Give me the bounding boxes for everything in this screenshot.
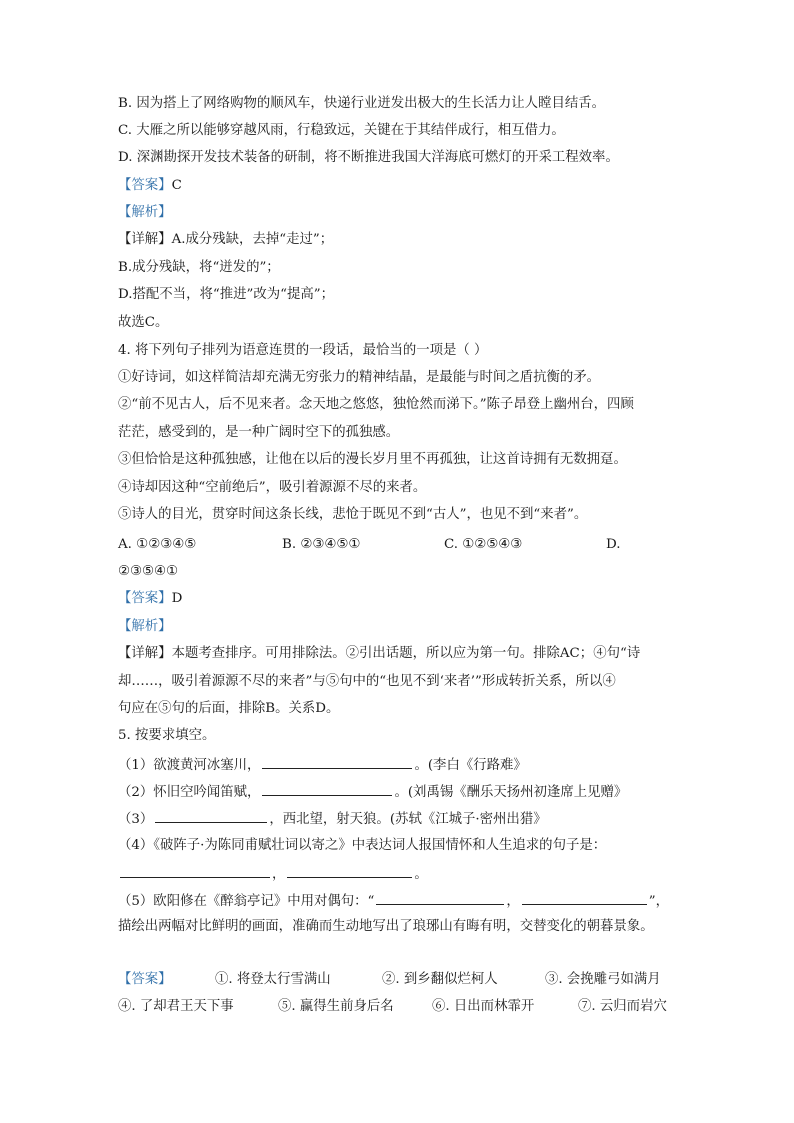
q4-analysis-tag: 【解析】: [118, 619, 172, 634]
q5-answer-3: ③. 会挽雕弓如满月: [545, 972, 661, 987]
q5-item-1: [118, 754, 527, 776]
item-source: ，西北望，射天狼。(苏轼《江城子·密州出猎》: [269, 812, 547, 827]
q4-sentence-2-line-2: 茫茫，感受到的，是一种广阔时空下的孤独感。: [118, 425, 400, 440]
q4-detail-line-3: 句应在⑤句的后面，排除B。关系D。: [118, 701, 340, 716]
item-text: （5）欧阳修在《醉翁亭记》中用对偶句：“: [118, 894, 375, 909]
q4-detail-line-1: [118, 644, 640, 664]
fill-blank[interactable]: [287, 863, 412, 878]
q5-answer-5: ⑤. 赢得生前身后名: [278, 999, 394, 1014]
q4-sentence-1: ①好诗词，如这样简洁却充满无穷张力的精神结晶，是最能与时间之盾抗衡的矛。: [118, 370, 601, 385]
item-text: （2）怀旧空吟闻笛赋，: [118, 785, 261, 800]
detail-tag: 【详解】: [118, 232, 172, 247]
q5-item-5: [118, 890, 669, 912]
q4-sentence-2-line-1: ②“前不见古人，后不见来者。念天地之悠悠，独怆然而涕下。”陈子昂登上幽州台，四顾: [118, 397, 634, 412]
q5-answer-7: ⑦. 云归而岩穴: [578, 999, 667, 1014]
separator: ，: [506, 894, 520, 909]
q3-detail-b: B.成分残缺，将“迸发的”；: [118, 260, 280, 275]
fill-blank[interactable]: [155, 808, 267, 823]
item-source: 。(刘禹锡《酬乐天扬州初逢席上见赠》: [394, 785, 628, 800]
q4-option-a: A. ①②③④⑤: [118, 537, 197, 552]
q4-option-d-value: ②③⑤④①: [118, 564, 179, 579]
item-text: （1）欲渡黄河冰塞川，: [118, 758, 261, 773]
q3-analysis-tag: 【解析】: [118, 205, 172, 220]
item-source: 。(李白《行路难》: [414, 758, 527, 773]
q5-item-2: [118, 781, 627, 803]
detail-text: A.成分残缺，去掉“走过”；: [171, 232, 334, 247]
q3-option-b: B. 因为搭上了网络购物的顺风车，快递行业迸发出极大的生长活力让人瞠目结舌。: [118, 96, 606, 111]
fill-blank[interactable]: [376, 890, 504, 905]
item-text: （3）: [118, 812, 154, 827]
q5-item-5-line-2: 描绘出两幅对比鲜明的画面，准确而生动地写出了琅琊山有晦有明，交替变化的朝暮景象。: [118, 919, 654, 934]
detail-tag: 【详解】: [118, 646, 172, 661]
q5-item-4-blanks: [118, 863, 428, 885]
q3-option-d: D. 深渊勘探开发技术装备的研制，将不断推进我国大洋海底可燃灯的开采工程效率。: [118, 150, 619, 165]
q3-option-c: C. 大雁之所以能够穿越风雨，行稳致远，关键在于其结伴成行，相互借力。: [118, 123, 565, 138]
q5-answer-tag: 【答案】: [118, 972, 172, 987]
answer-tag: 【答案】: [118, 591, 172, 606]
answer-value: C: [171, 178, 182, 193]
q5-answer-1: ①. 将登太行雪满山: [215, 972, 331, 987]
q4-option-c: C. ①②⑤④③: [444, 537, 523, 552]
fill-blank[interactable]: [120, 863, 270, 878]
q5-item-4: （4）《破阵子·为陈同甫赋壮词以寄之》中表达词人报国情怀和人生追求的句子是：: [118, 838, 607, 853]
fill-blank[interactable]: [262, 754, 412, 769]
detail-text: 本题考查排序。可用排除法。②引出话题，所以应为第一句。排除AC；④句“诗: [171, 646, 641, 661]
q5-answer-4: ④. 了却君王天下事: [118, 999, 234, 1014]
q5-item-3: [118, 808, 547, 830]
q3-answer: [118, 176, 182, 196]
terminator: 。: [414, 867, 428, 882]
q5-answer-6: ⑥. 日出而林霏开: [432, 999, 535, 1014]
q5-answer-2: ②. 到乡翻似烂柯人: [382, 972, 498, 987]
q5-stem: 5. 按要求填空。: [118, 728, 216, 743]
separator: ，: [272, 867, 286, 882]
q4-option-d: D.: [606, 537, 621, 552]
q3-detail-d: D.搭配不当，将“推进”改为“提高”；: [118, 287, 334, 302]
q3-conclusion: 故选C。: [118, 315, 169, 330]
answer-tag: 【答案】: [118, 178, 172, 193]
q3-detail-a: [118, 230, 333, 250]
answer-value: D: [171, 591, 183, 606]
q4-sentence-3: ③但恰恰是这种孤独感，让他在以后的漫长岁月里不再孤独，让这首诗拥有无数拥趸。: [118, 452, 627, 467]
q4-option-b: B. ②③④⑤①: [282, 537, 361, 552]
q4-detail-line-2: 却……，吸引着源源不尽的来者”与⑤句中的“也见不到‘来者’”形成转折关系，所以④: [118, 674, 616, 689]
q4-sentence-4: ④诗却因这种“空前绝后”，吸引着源源不尽的来者。: [118, 480, 427, 495]
fill-blank[interactable]: [522, 890, 647, 905]
fill-blank[interactable]: [262, 781, 392, 796]
terminator: ”，: [648, 894, 670, 909]
q4-answer: [118, 589, 182, 609]
q4-sentence-5: ⑤诗人的目光，贯穿时间这条长线，悲怆于既见不到“古人”，也见不到“来者”。: [118, 507, 588, 522]
q4-stem: 4. 将下列句子排列为语意连贯的一段话，最恰当的一项是（ ）: [118, 343, 488, 358]
